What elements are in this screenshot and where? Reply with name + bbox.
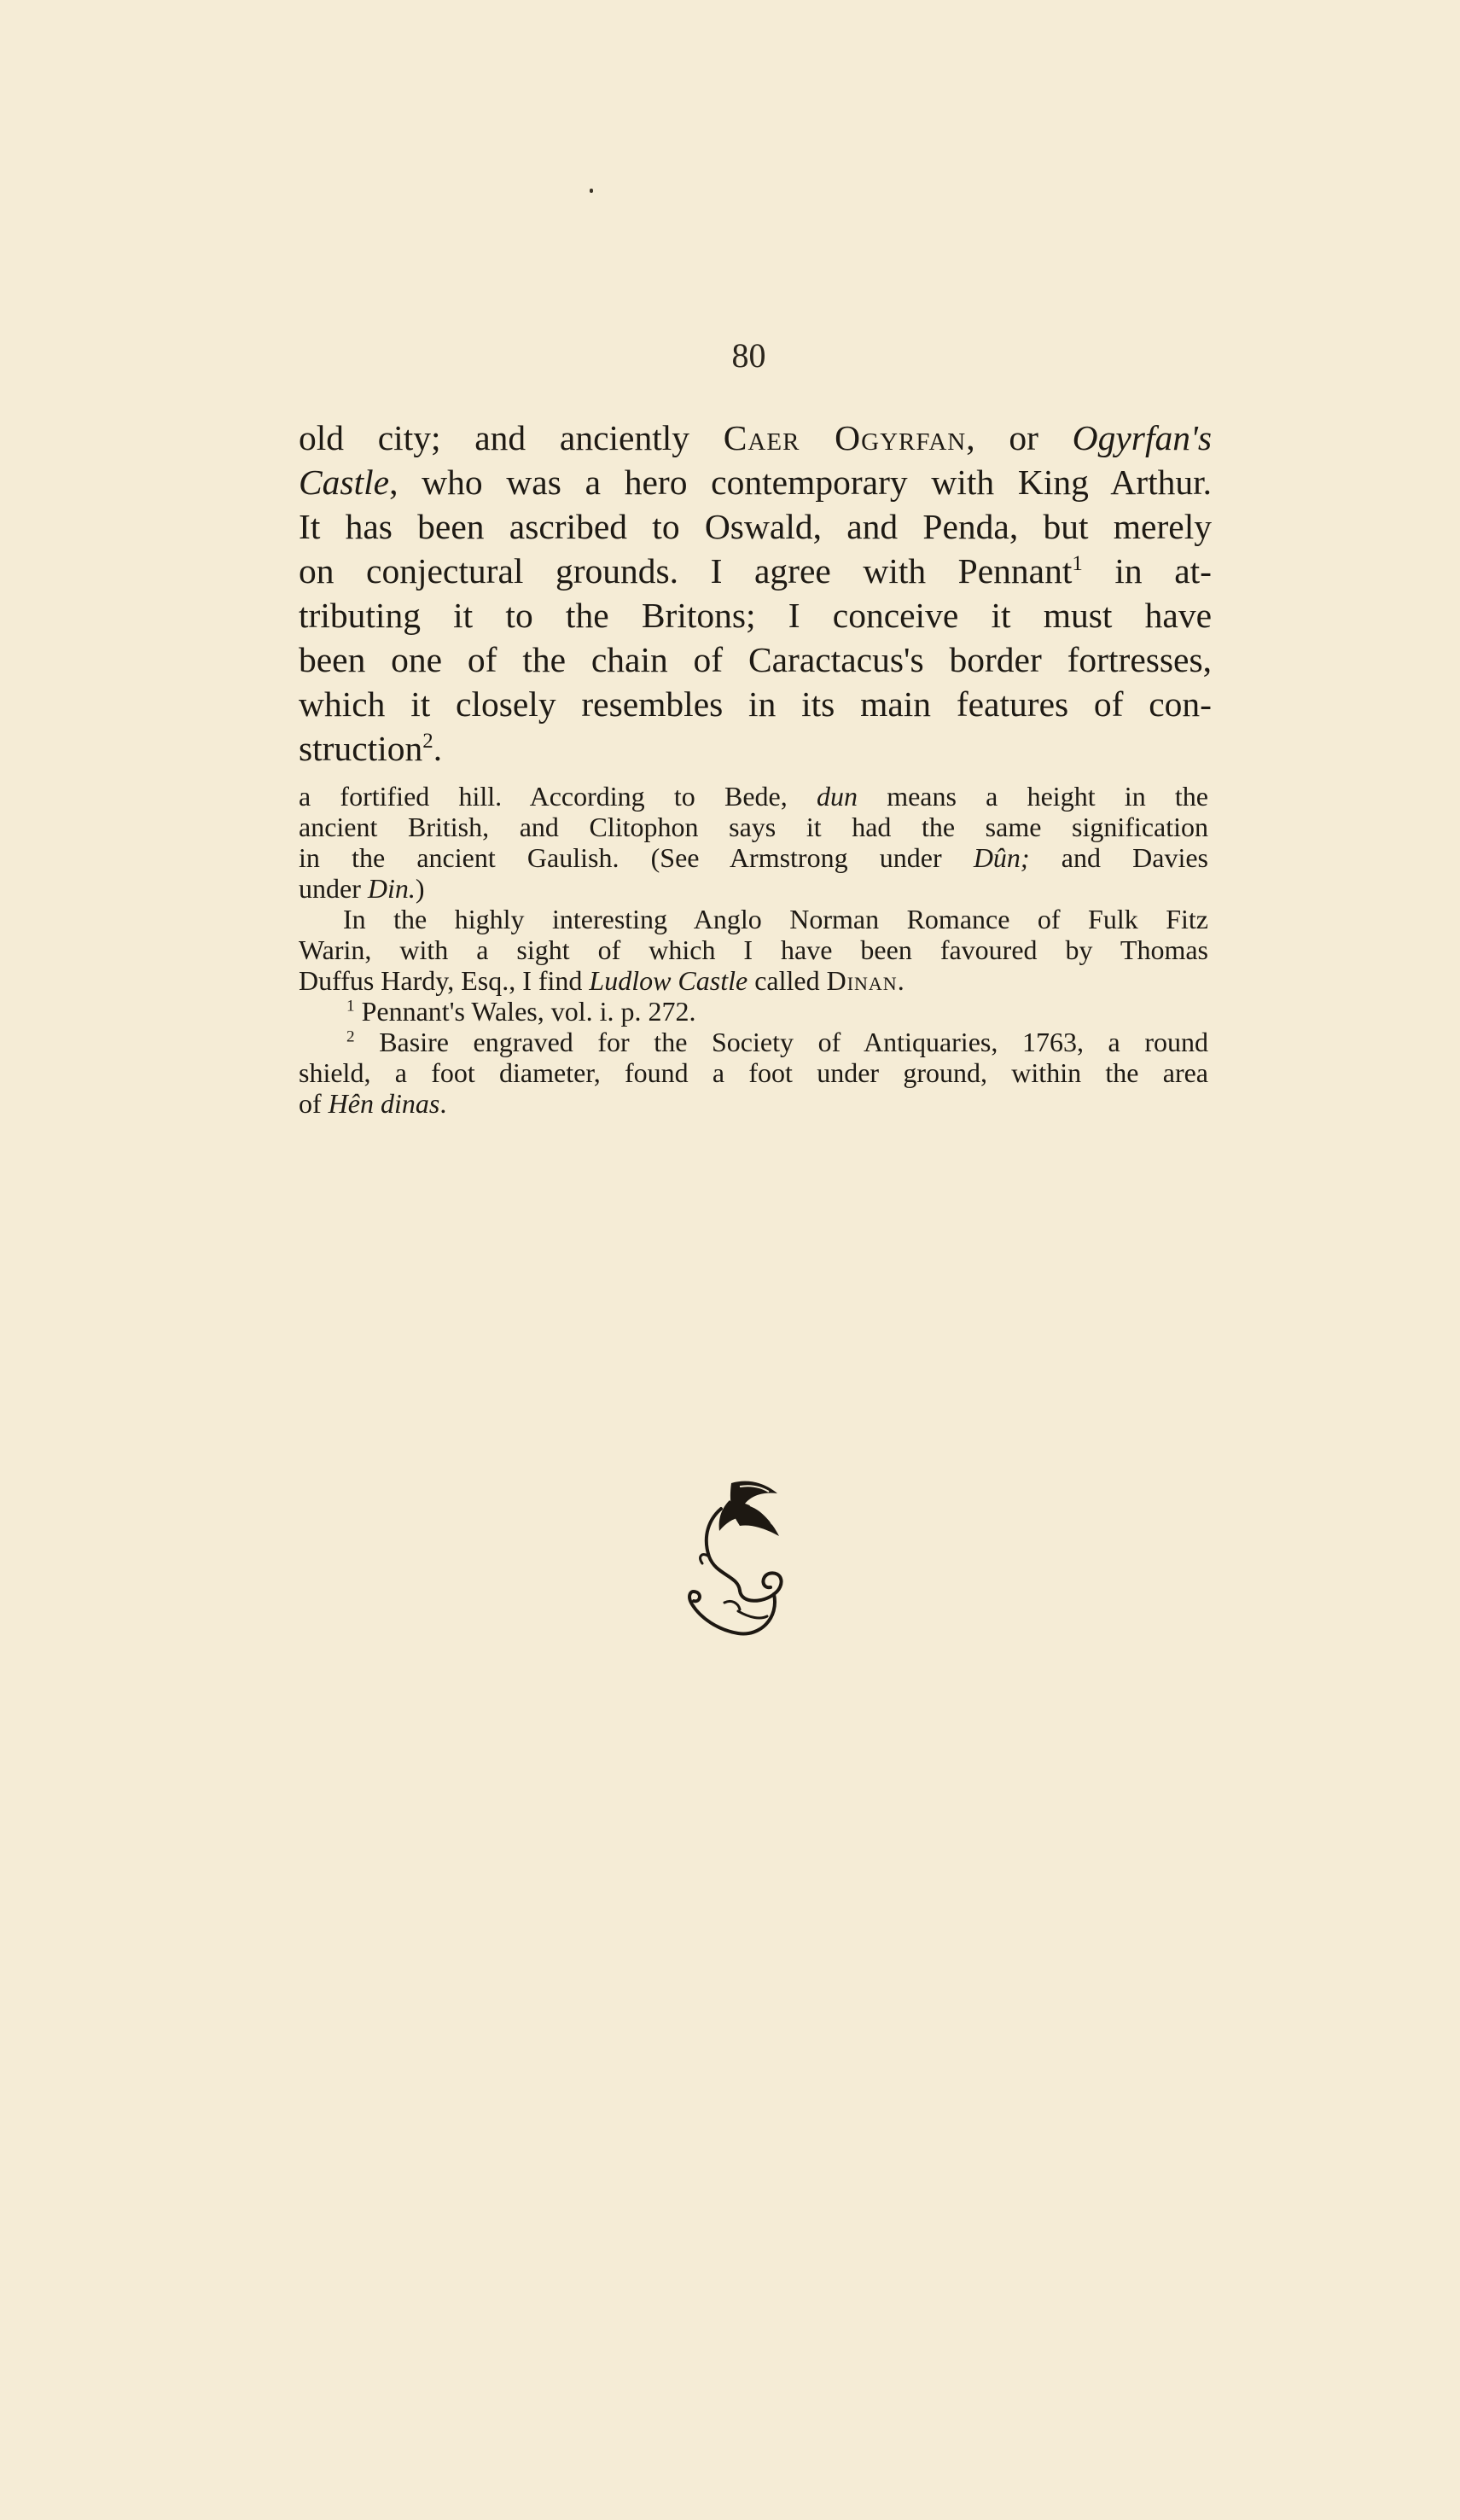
body-line-3: It has been ascribed to Oswald, and Penda, but merely — [299, 507, 1212, 546]
text-run: old city; and anciently — [299, 418, 724, 457]
footnotes — [299, 781, 1208, 1119]
footnote-ref: 2 — [422, 730, 433, 754]
text-run: under — [299, 873, 368, 904]
page-number: 80 — [731, 336, 766, 375]
body-line-7: which it closely resembles in its main features of con- — [299, 684, 1212, 724]
place-name: Dinan — [826, 965, 898, 996]
note-line-7 — [299, 965, 1208, 996]
italic-run: Din. — [367, 873, 416, 904]
ink-speck — [590, 189, 593, 193]
text-run: . — [439, 1088, 447, 1119]
note-line-1 — [299, 781, 1208, 812]
text-run: of — [299, 1088, 329, 1119]
body-line-6: been one of the chain of Caractacus's border fortresses, — [299, 640, 1212, 679]
text-run: and Davies — [1029, 842, 1209, 873]
italic-run: Castle — [299, 463, 390, 502]
text-run: called — [747, 965, 827, 996]
leaf-tailpiece-icon — [678, 1475, 806, 1654]
italic-run: Hên dinas — [328, 1088, 440, 1119]
footnote-1 — [299, 996, 1208, 1027]
text-run: Basire engraved for the Society of Antiquaries, 1763, a round — [354, 1027, 1208, 1057]
footnote-ref: 1 — [1072, 552, 1083, 576]
text-run: in at- — [1082, 551, 1212, 591]
italic-run: dun — [816, 781, 858, 812]
note-line-10: shield, a foot diameter, found a foot under ground, within the area — [299, 1057, 1208, 1088]
text-run: on conjectural grounds. I agree with Pennant — [299, 551, 1073, 591]
text-run: Pennant's Wales, vol. i. p. 272. — [354, 996, 696, 1027]
body-line-1 — [299, 416, 1212, 460]
note-line-4 — [299, 873, 1208, 904]
text-run: a fortified hill. According to Bede, — [299, 781, 817, 812]
text-run: means a height in the — [857, 781, 1209, 812]
note-line-2: ancient British, and Clitophon says it had the same signification — [299, 812, 1208, 842]
footnote-marker: 2 — [346, 1027, 355, 1046]
footnote-2 — [299, 1027, 1208, 1057]
body-line-4 — [299, 549, 1212, 593]
text-run: struction — [299, 729, 423, 768]
body-line-5: tributing it to the Britons; I conceive it must have — [299, 596, 1212, 635]
italic-run: Dûn; — [973, 842, 1030, 873]
text-run: , or — [966, 418, 1073, 457]
place-name: Caer Ogyrfan — [723, 418, 967, 457]
text-run: in the ancient Gaulish. (See Armstrong under — [299, 842, 974, 873]
note-line-6: Warin, with a sight of which I have been favoured by Thomas — [299, 934, 1208, 965]
note-line-5: In the highly interesting Anglo Norman Romance of Fulk Fitz — [343, 904, 1208, 934]
note-line-11 — [299, 1088, 1208, 1119]
body-line-8 — [299, 726, 1212, 771]
text-run: , who was a hero contemporary with King Arthur. — [389, 463, 1212, 502]
italic-run: Ogyrfan's — [1072, 418, 1213, 457]
text-run: . — [433, 729, 443, 768]
italic-run: Ludlow Castle — [589, 965, 748, 996]
note-line-3 — [299, 842, 1208, 873]
text-run: . — [897, 965, 905, 996]
main-paragraph — [299, 416, 1212, 771]
footnote-marker: 1 — [346, 997, 355, 1016]
text-run: ) — [415, 873, 425, 904]
body-line-2 — [299, 460, 1212, 504]
text-run: Duffus Hardy, Esq., I find — [299, 965, 590, 996]
